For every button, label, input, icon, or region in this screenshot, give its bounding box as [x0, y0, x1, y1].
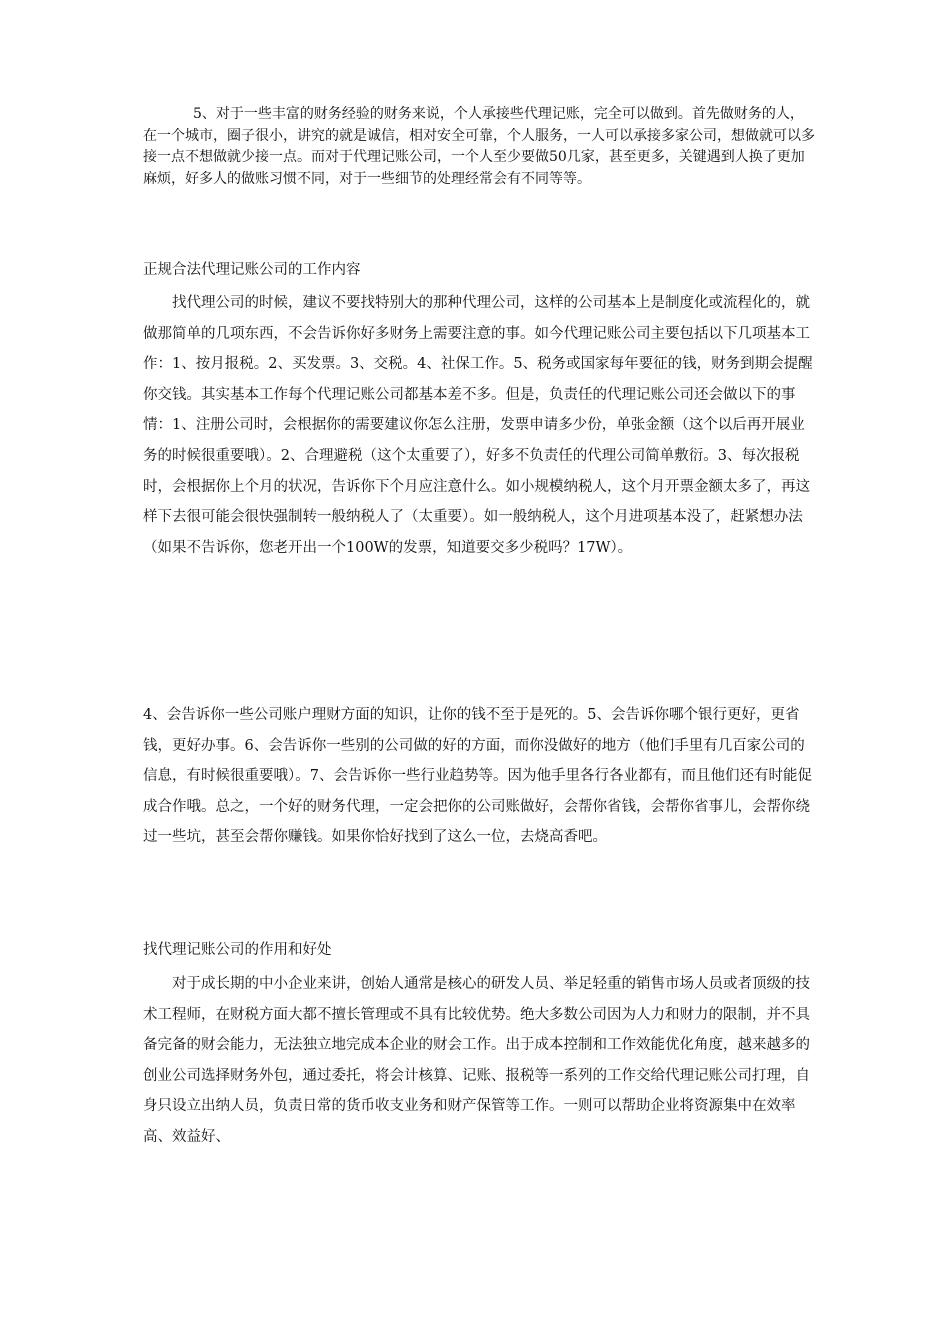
intro-paragraph: 5、对于一些丰富的财务经验的财务来说，个人承接些代理记账，完全可以做到。首先做财务的人，在一个城市，圈子很小，讲究的就是诚信，相对安全可靠，个人服务，一人可以承接多家公司，想做就可以多接一点不想做就少接一点。而对于代理记账公司，一个人至少要做50几家，甚至更多，关键遇到人换了更加麻烦，好多人的做账习惯不同，对于一些细节的处理经常会有不同等等。	[143, 106, 815, 187]
services-paragraph: 4、会告诉你一些公司账户理财方面的知识，让你的钱不至于是死的。5、会告诉你哪个银行更好，更省钱，更好办事。6、会告诉你一些别的公司做的好的方面，而你没做好的地方（他们手里有几百家公司的信息，有时候很重要哦）。7、会告诉你一些行业趋势等。因为他手里各行各业都有，而且他们还有时能促成合作哦。总之，一个好的财务代理，一定会把你的公司账做好，会帮你省钱，会帮你省事儿，会帮你绕过一些坑，甚至会帮你赚钱。如果你恰好找到了这么一位，去烧高香吧。	[143, 707, 812, 846]
work-content-paragraph: 找代理公司的时候，建议不要找特别大的那种代理公司，这样的公司基本上是制度化或流程化的，就做那简单的几项东西，不会告诉你好多财务上需要注意的事。如今代理记账公司主要包括以下几项基本工作：1、按月报税。2、买发票。3、交税。4、社保工作。5、税务或国家每年要征的钱，财务到期会提醒你交钱。其实基本工作每个代理记账公司都基本差不多。但是，负责任的代理记账公司还会做以下的事情：1、注册公司时，会根据你的需要建议你怎么注册，发票申请多少份，单张金额（这个以后再开展业务的时候很重要哦）。2、合理避税（这个太重要了），好多不负责任的代理公司简单敷衍。3、每次报税时，会根据你上个月的状况，告诉你下个月应注意什么。如小规模纳税人，这个月开票金额太多了，再这样下去很可能会很快强制转一般纳税人了（太重要）。如一般纳税人，这个月进项基本没了，赶紧想办法（如果不告诉你，您老开出一个100W的发票，知道要交多少税吗？17W）。	[143, 295, 813, 556]
section-heading-benefits: 找代理记账公司的作用和好处	[143, 942, 332, 958]
section-heading-work-content: 正规合法代理记账公司的工作内容	[143, 262, 361, 278]
benefits-paragraph: 对于成长期的中小企业来讲，创始人通常是核心的研发人员、举足轻重的销售市场人员或者顶级的技术工程师，在财税方面大都不擅长管理或不具有比较优势。绝大多数公司因为人力和财力的限制，并不具备完备的财会能力，无法独立地完成本企业的财会工作。出于成本控制和工作效能优化角度，越来越多的创业公司选择财务外包，通过委托，将会计核算、记账、报税等一系列的工作交给代理记账公司打理，自身只设立出纳人员，负责日常的货币收支业务和财产保管等工作。一则可以帮助企业将资源集中在效率高、效益好、	[143, 976, 810, 1145]
